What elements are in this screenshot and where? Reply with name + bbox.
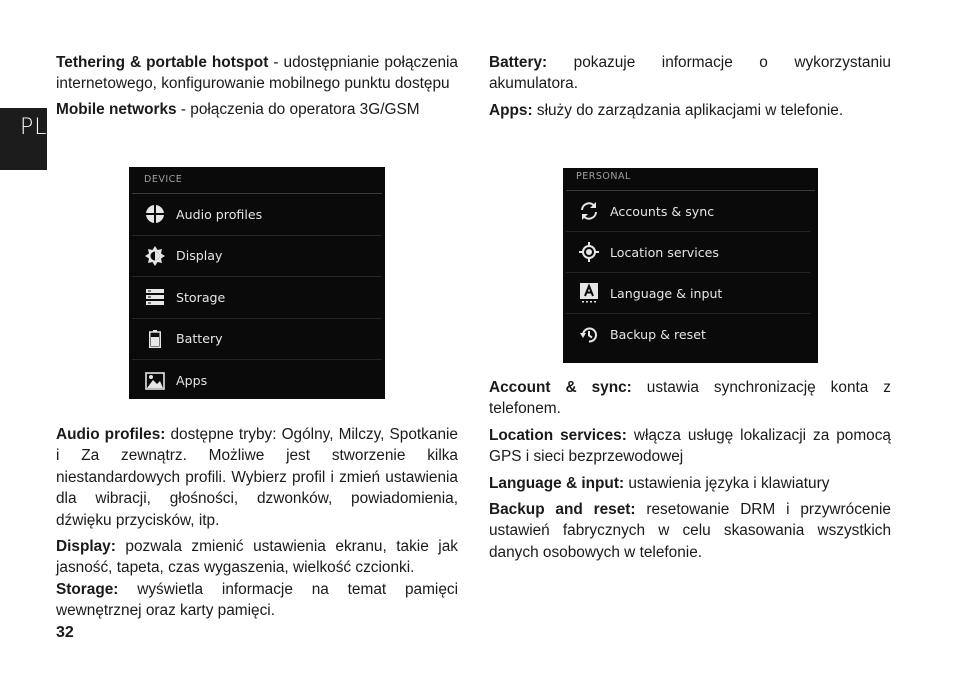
settings-item-label: Apps [176, 373, 208, 389]
right-bottom-text [489, 377, 891, 568]
paragraph-apps: Apps: służy do zarządzania aplikacjami w telefonie. [489, 101, 844, 119]
paragraph-language-input: Language & input: ustawienia języka i klawiatury [489, 474, 830, 492]
language-tab: PL [0, 108, 47, 170]
paragraph-storage: Storage: wyświetla informacje na temat pamięci wewnętrznej oraz karty pamięci. [56, 580, 458, 620]
apps-icon [144, 370, 166, 392]
backup-reset-icon [578, 324, 600, 346]
paragraph-account-sync: Account & sync: ustawia synchronizację konta z telefonem. [489, 379, 891, 418]
brightness-icon [144, 245, 166, 267]
settings-item-language-input[interactable] [566, 273, 810, 314]
personal-section-header: PERSONAL [566, 168, 815, 191]
settings-item-label: Battery [176, 331, 223, 347]
paragraph-audio-profiles: Audio profiles: dostępne tryby: Ogólny, Milczy, Spotkanie i Za zewnątrz. Możliwe jest stworzenie kilka niestandardowych profili. Wybierz profil i zmień ustawienia dla wibracji, głośności, dzwonków, powiadomienia, dźwięku przycisków, itp. [56, 426, 458, 529]
settings-item-battery[interactable] [132, 319, 382, 361]
settings-item-label: Location services [610, 244, 719, 260]
storage-icon [144, 286, 166, 308]
personal-settings-screenshot [563, 168, 818, 363]
settings-item-label: Display [176, 248, 223, 264]
device-section-header: DEVICE [132, 167, 382, 194]
sync-icon [578, 200, 600, 222]
paragraph-battery: Battery: pokazuje informacje o wykorzystaniu akumulatora. [489, 54, 891, 93]
settings-item-label: Audio profiles [176, 206, 263, 222]
settings-item-display[interactable] [132, 236, 382, 278]
device-settings-screenshot [129, 167, 385, 399]
audio-profiles-icon [144, 203, 166, 225]
settings-item-label: Backup & reset [610, 327, 706, 342]
settings-item-storage[interactable] [132, 277, 382, 319]
settings-item-apps[interactable] [132, 360, 382, 402]
left-bottom-text [56, 424, 458, 627]
settings-item-location-services[interactable] [566, 232, 810, 273]
left-top-text [56, 52, 458, 125]
keyboard-language-icon [578, 282, 600, 304]
paragraph-tethering: Tethering & portable hotspot - udostępnianie połączenia internetowego, konfigurowanie mobilnego punktu dostępu [56, 54, 458, 93]
battery-icon [144, 328, 166, 350]
settings-item-label: Storage [176, 289, 226, 305]
settings-item-backup-reset[interactable] [566, 314, 810, 355]
page-number: 32 [56, 624, 74, 641]
settings-item-label: Accounts & sync [610, 203, 715, 219]
right-top-text [489, 52, 891, 126]
paragraph-mobile-networks: Mobile networks - połączenia do operatora 3G/GSM [56, 100, 420, 118]
settings-item-audio-profiles[interactable] [132, 194, 382, 236]
paragraph-location-services: Location services: włącza usługę lokalizacji za pomocą GPS i sieci bezprzewodowej [489, 426, 891, 466]
settings-item-accounts-sync[interactable] [566, 191, 810, 232]
paragraph-backup-reset: Backup and reset: resetowanie DRM i przywrócenie ustawień fabrycznych w celu skasowania wszystkich danych osobowych w telefonie. [489, 501, 891, 561]
settings-item-label: Language & input [610, 285, 723, 301]
location-icon [578, 241, 600, 263]
paragraph-display: Display: pozwala zmienić ustawienia ekranu, takie jak jasność, tapeta, czas wygaszenia, wielkość czcionki. [56, 538, 458, 577]
